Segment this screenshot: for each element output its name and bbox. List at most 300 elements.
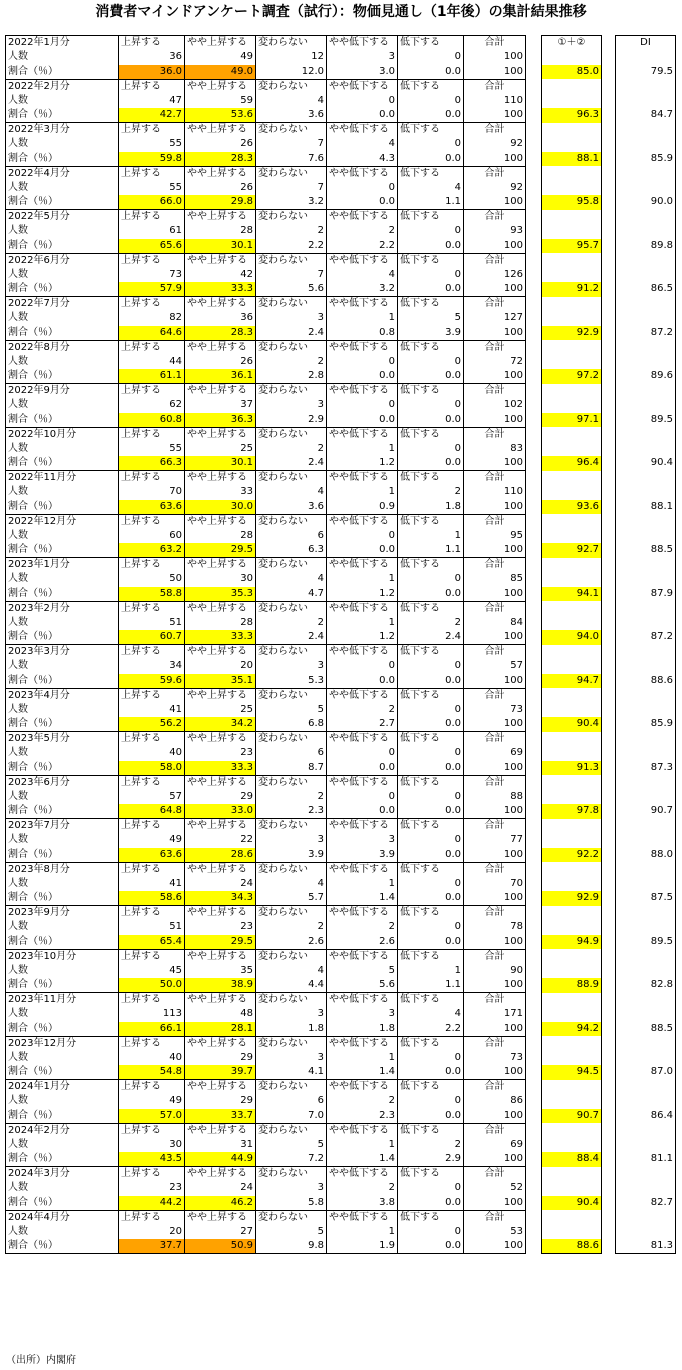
table-row xyxy=(542,659,602,674)
empty-cell xyxy=(616,1080,676,1095)
empty-cell xyxy=(616,1167,676,1182)
column-header: 合計 xyxy=(464,340,526,355)
ratio-cell: 6.3 xyxy=(256,543,327,558)
table-row xyxy=(616,500,676,515)
count-cell: 84 xyxy=(464,616,526,631)
count-label: 人数 xyxy=(6,572,119,587)
count-cell: 69 xyxy=(464,746,526,761)
count-cell: 20 xyxy=(185,659,256,674)
ratio-label: 割合（％） xyxy=(6,1065,119,1080)
table-row xyxy=(616,50,676,65)
empty-cell xyxy=(542,514,602,529)
month-label: 2022年6月分 xyxy=(6,253,119,268)
table-row xyxy=(542,1109,602,1124)
count-label: 人数 xyxy=(6,1051,119,1066)
ratio-cell: 3.2 xyxy=(256,195,327,210)
table-row xyxy=(616,645,676,660)
ratio-cell: 33.0 xyxy=(185,804,256,819)
sum-cell: 94.5 xyxy=(542,1065,602,1080)
column-header: 合計 xyxy=(464,79,526,94)
ratio-cell: 2.2 xyxy=(327,239,398,254)
count-cell: 0 xyxy=(398,746,464,761)
table-row xyxy=(542,471,602,486)
count-cell: 50 xyxy=(119,572,185,587)
di-cell: 81.1 xyxy=(616,1152,676,1167)
column-header: やや上昇する xyxy=(185,253,256,268)
count-cell: 29 xyxy=(185,1094,256,1109)
column-header: 変わらない xyxy=(256,1210,327,1225)
empty-cell xyxy=(542,1094,602,1109)
table-row xyxy=(6,688,526,703)
table-row xyxy=(616,1065,676,1080)
ratio-cell: 0.0 xyxy=(327,761,398,776)
table-row xyxy=(542,427,602,442)
column-header: 上昇する xyxy=(119,1210,185,1225)
count-cell: 5 xyxy=(398,311,464,326)
count-cell: 4 xyxy=(327,137,398,152)
empty-cell xyxy=(542,94,602,109)
empty-cell xyxy=(616,819,676,834)
table-row xyxy=(542,601,602,616)
column-header: やや上昇する xyxy=(185,688,256,703)
count-cell: 126 xyxy=(464,268,526,283)
table-row xyxy=(616,1080,676,1095)
ratio-cell: 33.3 xyxy=(185,630,256,645)
column-header: 上昇する xyxy=(119,732,185,747)
count-cell: 1 xyxy=(327,1138,398,1153)
table-row xyxy=(616,862,676,877)
sum-cell: 96.4 xyxy=(542,456,602,471)
count-cell: 93 xyxy=(464,224,526,239)
ratio-cell: 100 xyxy=(464,891,526,906)
count-cell: 3 xyxy=(256,398,327,413)
count-cell: 73 xyxy=(464,703,526,718)
ratio-cell: 30.1 xyxy=(185,456,256,471)
column-header: 上昇する xyxy=(119,688,185,703)
table-row xyxy=(616,1007,676,1022)
count-cell: 55 xyxy=(119,442,185,457)
count-cell: 28 xyxy=(185,616,256,631)
column-header: 変わらない xyxy=(256,253,327,268)
di-cell: 87.5 xyxy=(616,891,676,906)
table-row xyxy=(542,920,602,935)
table-row xyxy=(6,471,526,486)
empty-cell xyxy=(616,703,676,718)
table-row xyxy=(616,427,676,442)
sum-cell: 88.6 xyxy=(542,1239,602,1254)
column-header: 上昇する xyxy=(119,601,185,616)
column-header: 低下する xyxy=(398,471,464,486)
sum-column-table xyxy=(541,35,602,1254)
empty-cell xyxy=(616,833,676,848)
ratio-cell: 42.7 xyxy=(119,108,185,123)
table-row xyxy=(542,558,602,573)
column-header: 上昇する xyxy=(119,471,185,486)
empty-cell xyxy=(542,862,602,877)
count-cell: 73 xyxy=(464,1051,526,1066)
table-row xyxy=(542,253,602,268)
table-row xyxy=(6,630,526,645)
table-row xyxy=(542,906,602,921)
table-row xyxy=(6,891,526,906)
sum-cell: 88.4 xyxy=(542,1152,602,1167)
ratio-cell: 8.7 xyxy=(256,761,327,776)
column-header: 変わらない xyxy=(256,688,327,703)
table-row xyxy=(542,268,602,283)
empty-cell xyxy=(542,616,602,631)
count-cell: 83 xyxy=(464,442,526,457)
column-header: やや低下する xyxy=(327,906,398,921)
count-cell: 2 xyxy=(256,355,327,370)
table-row xyxy=(542,949,602,964)
count-cell: 24 xyxy=(185,877,256,892)
column-header: やや上昇する xyxy=(185,1123,256,1138)
table-row xyxy=(542,108,602,123)
empty-cell xyxy=(616,297,676,312)
table-row xyxy=(616,253,676,268)
table-row xyxy=(6,224,526,239)
count-cell: 0 xyxy=(398,50,464,65)
empty-cell xyxy=(542,790,602,805)
ratio-cell: 1.9 xyxy=(327,1239,398,1254)
count-cell: 1 xyxy=(398,529,464,544)
empty-cell xyxy=(542,906,602,921)
empty-cell xyxy=(616,1210,676,1225)
ratio-cell: 100 xyxy=(464,978,526,993)
table-row xyxy=(542,703,602,718)
count-label: 人数 xyxy=(6,1094,119,1109)
di-cell: 88.5 xyxy=(616,543,676,558)
count-cell: 6 xyxy=(256,746,327,761)
ratio-label: 割合（％） xyxy=(6,1022,119,1037)
count-cell: 0 xyxy=(327,790,398,805)
table-row xyxy=(542,485,602,500)
table-row xyxy=(542,717,602,732)
empty-cell xyxy=(542,355,602,370)
empty-cell xyxy=(616,790,676,805)
table-row xyxy=(6,500,526,515)
empty-cell xyxy=(616,529,676,544)
ratio-cell: 1.8 xyxy=(398,500,464,515)
empty-cell xyxy=(616,311,676,326)
ratio-cell: 0.0 xyxy=(327,369,398,384)
column-header: やや上昇する xyxy=(185,427,256,442)
table-row xyxy=(616,1109,676,1124)
empty-cell xyxy=(542,746,602,761)
ratio-cell: 3.8 xyxy=(327,1196,398,1211)
table-row xyxy=(6,239,526,254)
di-cell: 87.2 xyxy=(616,326,676,341)
table-row xyxy=(542,819,602,834)
table-row xyxy=(542,456,602,471)
ratio-cell: 1.1 xyxy=(398,543,464,558)
count-cell: 4 xyxy=(256,485,327,500)
empty-cell xyxy=(616,1051,676,1066)
ratio-cell: 0.0 xyxy=(327,195,398,210)
table-row xyxy=(616,456,676,471)
empty-cell xyxy=(542,398,602,413)
count-cell: 3 xyxy=(256,1007,327,1022)
count-cell: 49 xyxy=(185,50,256,65)
table-row xyxy=(6,804,526,819)
table-row xyxy=(6,862,526,877)
column-header: やや上昇する xyxy=(185,1036,256,1051)
ratio-label: 割合（％） xyxy=(6,1109,119,1124)
empty-cell xyxy=(542,471,602,486)
ratio-cell: 29.5 xyxy=(185,935,256,950)
empty-cell xyxy=(616,1138,676,1153)
ratio-label: 割合（％） xyxy=(6,1239,119,1254)
table-row xyxy=(616,848,676,863)
ratio-cell: 50.0 xyxy=(119,978,185,993)
ratio-cell: 100 xyxy=(464,804,526,819)
table-row xyxy=(6,326,526,341)
column-header: やや低下する xyxy=(327,819,398,834)
column-header: やや上昇する xyxy=(185,340,256,355)
count-cell: 0 xyxy=(398,1181,464,1196)
table-row xyxy=(542,195,602,210)
column-header: 変わらない xyxy=(256,819,327,834)
ratio-cell: 100 xyxy=(464,326,526,341)
ratio-label: 割合（％） xyxy=(6,630,119,645)
ratio-cell: 0.0 xyxy=(398,761,464,776)
empty-cell xyxy=(542,645,602,660)
empty-cell xyxy=(616,50,676,65)
column-header: 低下する xyxy=(398,645,464,660)
sum-cell: 90.4 xyxy=(542,717,602,732)
di-column-header: DI xyxy=(616,36,676,51)
month-label: 2022年11月分 xyxy=(6,471,119,486)
ratio-label: 割合（％） xyxy=(6,239,119,254)
table-row xyxy=(6,920,526,935)
column-header: 上昇する xyxy=(119,558,185,573)
ratio-cell: 29.8 xyxy=(185,195,256,210)
count-label: 人数 xyxy=(6,181,119,196)
table-row xyxy=(616,601,676,616)
count-cell: 102 xyxy=(464,398,526,413)
column-header: 合計 xyxy=(464,384,526,399)
count-label: 人数 xyxy=(6,616,119,631)
column-header: 低下する xyxy=(398,1210,464,1225)
table-row xyxy=(6,761,526,776)
ratio-label: 割合（％） xyxy=(6,804,119,819)
table-row xyxy=(542,1051,602,1066)
table-row xyxy=(6,253,526,268)
table-row xyxy=(542,36,602,51)
ratio-label: 割合（％） xyxy=(6,935,119,950)
month-label: 2023年3月分 xyxy=(6,645,119,660)
column-header: やや低下する xyxy=(327,471,398,486)
table-row xyxy=(542,529,602,544)
column-header: 合計 xyxy=(464,471,526,486)
ratio-cell: 100 xyxy=(464,587,526,602)
count-cell: 70 xyxy=(119,485,185,500)
ratio-cell: 35.3 xyxy=(185,587,256,602)
table-row xyxy=(6,1152,526,1167)
table-row xyxy=(6,1109,526,1124)
count-cell: 2 xyxy=(327,224,398,239)
column-header: やや低下する xyxy=(327,427,398,442)
count-cell: 0 xyxy=(398,442,464,457)
column-header: 上昇する xyxy=(119,1167,185,1182)
table-row xyxy=(542,572,602,587)
count-cell: 0 xyxy=(327,355,398,370)
column-header: 低下する xyxy=(398,1123,464,1138)
column-header: 変わらない xyxy=(256,340,327,355)
count-cell: 127 xyxy=(464,311,526,326)
count-cell: 110 xyxy=(464,485,526,500)
column-header: 上昇する xyxy=(119,1036,185,1051)
ratio-label: 割合（％） xyxy=(6,587,119,602)
table-row xyxy=(616,137,676,152)
month-label: 2024年1月分 xyxy=(6,1080,119,1095)
ratio-cell: 0.0 xyxy=(327,108,398,123)
ratio-cell: 28.3 xyxy=(185,326,256,341)
di-cell: 89.5 xyxy=(616,935,676,950)
column-header: やや上昇する xyxy=(185,384,256,399)
di-cell: 89.5 xyxy=(616,413,676,428)
count-cell: 0 xyxy=(327,181,398,196)
table-row xyxy=(616,94,676,109)
ratio-cell: 0.0 xyxy=(327,413,398,428)
empty-cell xyxy=(616,572,676,587)
empty-cell xyxy=(542,775,602,790)
column-header: やや低下する xyxy=(327,558,398,573)
count-cell: 0 xyxy=(398,877,464,892)
count-cell: 77 xyxy=(464,833,526,848)
column-header: やや上昇する xyxy=(185,732,256,747)
month-label: 2022年4月分 xyxy=(6,166,119,181)
ratio-cell: 7.0 xyxy=(256,1109,327,1124)
ratio-cell: 34.3 xyxy=(185,891,256,906)
table-row xyxy=(6,268,526,283)
column-header: やや低下する xyxy=(327,688,398,703)
count-cell: 1 xyxy=(327,485,398,500)
count-cell: 3 xyxy=(256,1181,327,1196)
table-row xyxy=(6,1225,526,1240)
table-row xyxy=(6,94,526,109)
count-cell: 47 xyxy=(119,94,185,109)
count-cell: 2 xyxy=(327,1094,398,1109)
table-row xyxy=(542,79,602,94)
table-row xyxy=(542,152,602,167)
count-label: 人数 xyxy=(6,529,119,544)
count-cell: 44 xyxy=(119,355,185,370)
table-row xyxy=(542,311,602,326)
column-header: 上昇する xyxy=(119,949,185,964)
ratio-cell: 100 xyxy=(464,456,526,471)
table-row xyxy=(616,355,676,370)
count-cell: 0 xyxy=(398,790,464,805)
ratio-cell: 100 xyxy=(464,1239,526,1254)
table-row xyxy=(616,746,676,761)
column-header: やや上昇する xyxy=(185,819,256,834)
count-cell: 37 xyxy=(185,398,256,413)
count-label: 人数 xyxy=(6,1181,119,1196)
column-header: 低下する xyxy=(398,775,464,790)
table-row xyxy=(542,891,602,906)
column-header: 上昇する xyxy=(119,427,185,442)
table-row xyxy=(6,442,526,457)
count-cell: 61 xyxy=(119,224,185,239)
table-row xyxy=(542,1196,602,1211)
count-cell: 40 xyxy=(119,1051,185,1066)
count-cell: 27 xyxy=(185,1225,256,1240)
table-row xyxy=(6,1123,526,1138)
count-cell: 1 xyxy=(327,1225,398,1240)
empty-cell xyxy=(616,427,676,442)
ratio-label: 割合（％） xyxy=(6,195,119,210)
column-header: 低下する xyxy=(398,732,464,747)
table-row xyxy=(6,1138,526,1153)
count-cell: 22 xyxy=(185,833,256,848)
count-cell: 30 xyxy=(119,1138,185,1153)
column-header: やや上昇する xyxy=(185,775,256,790)
table-row xyxy=(616,181,676,196)
count-cell: 90 xyxy=(464,964,526,979)
table-row xyxy=(542,210,602,225)
empty-cell xyxy=(616,688,676,703)
table-row xyxy=(616,1196,676,1211)
column-header: やや低下する xyxy=(327,384,398,399)
column-header: 合計 xyxy=(464,819,526,834)
column-header: 合計 xyxy=(464,949,526,964)
empty-cell xyxy=(542,558,602,573)
ratio-cell: 63.6 xyxy=(119,500,185,515)
table-row xyxy=(6,485,526,500)
empty-cell xyxy=(616,210,676,225)
ratio-cell: 28.1 xyxy=(185,1022,256,1037)
table-row xyxy=(542,630,602,645)
table-row xyxy=(616,79,676,94)
table-row xyxy=(6,311,526,326)
empty-cell xyxy=(616,558,676,573)
ratio-cell: 58.6 xyxy=(119,891,185,906)
count-cell: 55 xyxy=(119,137,185,152)
count-cell: 4 xyxy=(256,877,327,892)
column-header: やや上昇する xyxy=(185,1210,256,1225)
count-cell: 3 xyxy=(256,833,327,848)
table-row xyxy=(542,790,602,805)
sum-column-header: ①＋② xyxy=(542,36,602,51)
empty-cell xyxy=(542,993,602,1008)
count-cell: 2 xyxy=(256,790,327,805)
count-cell: 1 xyxy=(398,964,464,979)
di-cell: 87.9 xyxy=(616,587,676,602)
count-cell: 2 xyxy=(256,616,327,631)
ratio-cell: 36.3 xyxy=(185,413,256,428)
column-header: やや上昇する xyxy=(185,558,256,573)
column-header: 低下する xyxy=(398,1167,464,1182)
count-cell: 92 xyxy=(464,137,526,152)
ratio-cell: 0.0 xyxy=(398,282,464,297)
column-header: 合計 xyxy=(464,166,526,181)
column-header: やや低下する xyxy=(327,166,398,181)
ratio-cell: 0.0 xyxy=(398,848,464,863)
empty-cell xyxy=(542,166,602,181)
column-header: 上昇する xyxy=(119,1123,185,1138)
column-header: やや低下する xyxy=(327,862,398,877)
empty-cell xyxy=(542,572,602,587)
ratio-cell: 2.4 xyxy=(256,630,327,645)
table-row xyxy=(616,978,676,993)
column-header: 上昇する xyxy=(119,1080,185,1095)
sum-cell: 92.7 xyxy=(542,543,602,558)
table-row xyxy=(6,529,526,544)
ratio-label: 割合（％） xyxy=(6,543,119,558)
table-row xyxy=(6,558,526,573)
count-label: 人数 xyxy=(6,355,119,370)
